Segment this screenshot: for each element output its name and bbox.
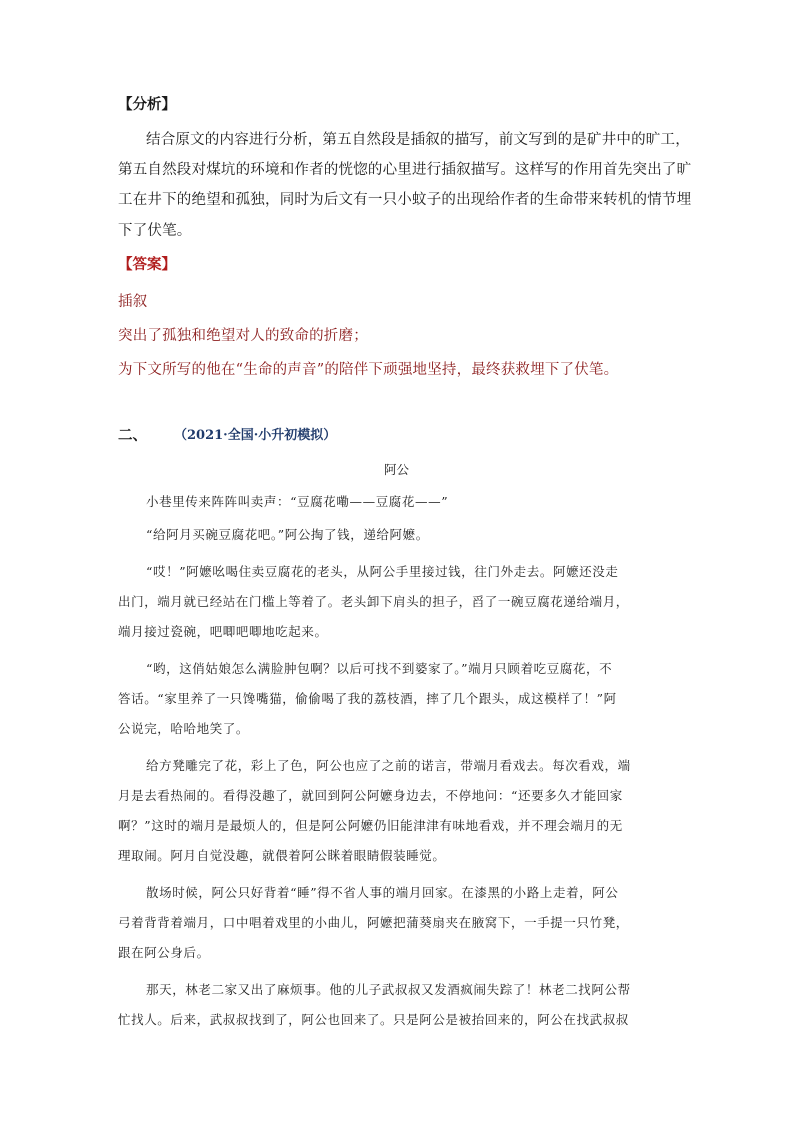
story-line: “哟，这俏姑娘怎么满脸肿包啊？以后可找不到婆家了。”端月只顾着吃豆腐花，不 — [146, 661, 613, 676]
story-line: 散场时候，阿公只好背着“睡”得不省人事的端月回家。在漆黑的小路上走着，阿公 — [146, 885, 619, 900]
story-line: 理取闹。阿月自觉没趣，就偎着阿公眯着眼睛假装睡觉。 — [118, 848, 446, 863]
story-line: 啊？”这时的端月是最烦人的，但是阿公阿嬷仍旧能津津有味地看戏，并不理会端月的无 — [118, 818, 623, 833]
story-line: 公说完，哈哈地笑了。 — [118, 721, 250, 736]
story-line: 答话。“家里养了一只馋嘴猫，偷偷喝了我的荔枝酒，摔了几个跟头，成这模样了！”阿 — [118, 691, 617, 706]
analysis-line-1: 结合原文的内容进行分析，第五自然段是插叙的描写，前文写到的是矿井中的旷工， — [146, 132, 690, 148]
analysis-line-2: 第五自然段对煤坑的环境和作者的恍惚的心里进行插叙描写。这样写的作用首先突出了旷 — [118, 162, 692, 178]
story-line: 忙找人。后来，武叔叔找到了，阿公也回来了。只是阿公是被抬回来的，阿公在找武叔叔 — [118, 1012, 629, 1027]
story-line: “给阿月买碗豆腐花吧。”阿公掏了钱，递给阿嬷。 — [146, 527, 429, 542]
story-line: 小巷里传来阵阵叫卖声：“豆腐花嘞——豆腐花——” — [146, 494, 449, 509]
answer-line-3: 为下文所写的他在“生命的声音”的陪伴下顽强地坚持，最终获救埋下了伏笔。 — [118, 362, 619, 378]
story-line: 给方凳雕完了花，彩上了色，阿公也应了之前的诺言，带端月看戏去。每次看戏，端 — [146, 758, 631, 773]
story-line: 出门，端月就已经站在门槛上等着了。老头卸下肩头的担子，舀了一碗豆腐花递给端月， — [118, 594, 629, 609]
story-title: 阿公 — [384, 462, 410, 477]
story-line: 那天，林老二家又出了麻烦事。他的儿子武叔叔又发酒疯闹失踪了！林老二找阿公帮 — [146, 982, 631, 997]
story-line: 弓着背背着端月，口中唱着戏里的小曲儿，阿嬷把蒲葵扇夹在腋窝下，一手提一只竹凳， — [118, 915, 629, 930]
analysis-line-4: 下了伏笔。 — [118, 223, 192, 239]
story-line: 端月接过瓷碗，吧唧吧唧地吃起来。 — [118, 624, 328, 639]
answer-line-2: 突出了孤独和绝望对人的致命的折磨； — [118, 328, 368, 344]
analysis-heading: 【分析】 — [118, 96, 176, 113]
analysis-line-3: 工在井下的绝望和孤独，同时为后文有一只小蚊子的出现给作者的生命带来转机的情节埋 — [118, 192, 692, 208]
question-number: 二、 — [118, 427, 147, 444]
story-line: “哎！”阿嬷吆喝住卖豆腐花的老头，从阿公手里接过钱，往门外走去。阿嬷还没走 — [146, 564, 619, 579]
answer-heading: 【答案】 — [118, 256, 176, 273]
story-line: 跟在阿公身后。 — [118, 945, 210, 960]
question-source: （2021·全国·小升初模拟） — [174, 428, 337, 443]
answer-line-1: 插叙 — [118, 294, 148, 310]
story-line: 月是去看热闹的。看得没趣了，就回到阿公阿嬷身边去，不停地问：“还要多久才能回家 — [118, 788, 623, 803]
